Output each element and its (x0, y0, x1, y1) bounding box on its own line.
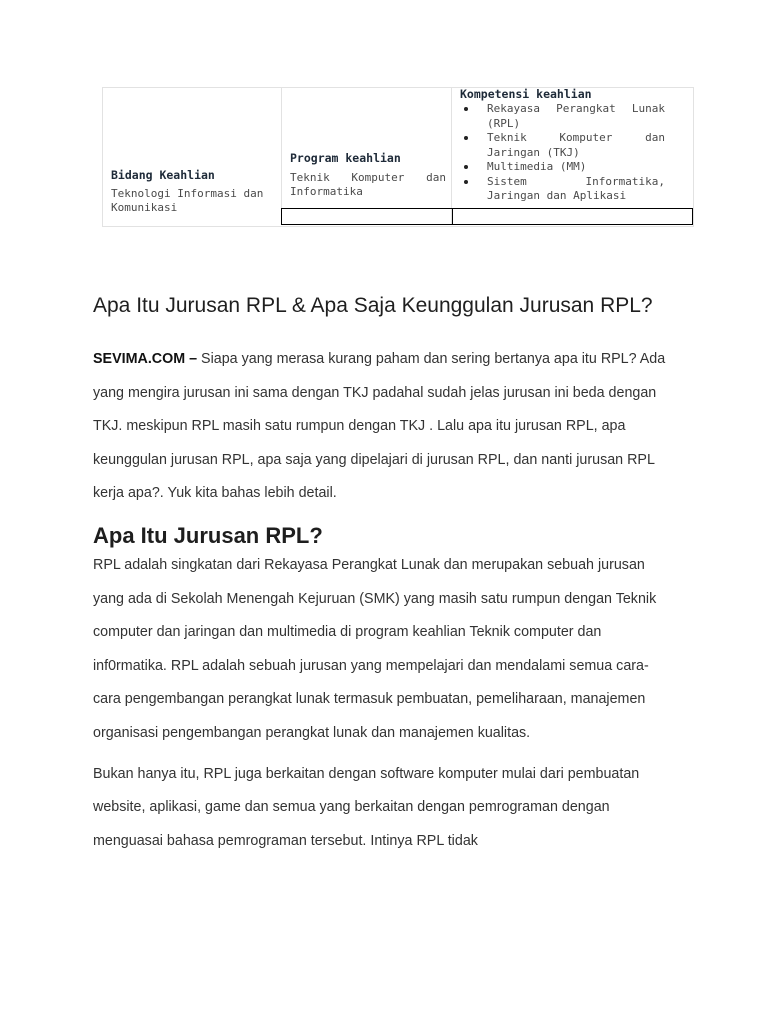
body-paragraph: RPL adalah singkatan dari Rekayasa Perangkat Lunak dan merupakan sebuah jurusan yang ada di Sekolah Menengah Kejuruan (SMK) yang masih satu rumpun dengan Teknik computer dan jaringan dan multimedia di program keahlian Teknik computer dan inf0rmatika. RPL adalah sebuah jurusan yang mempelajari dan mendalami semua cara-cara pengembangan perangkat lunak termasuk pembuatan, pemeliharaan, manajemen organisasi pengembangan perangkat lunak dan manajemen kualitas. (93, 556, 657, 741)
article (93, 292, 675, 858)
table-cell-kompetensi-keahlian (460, 87, 665, 204)
cell-text-bidang-keahlian: Teknologi Informasi dan Komunikasi (111, 187, 264, 214)
list-item: Sistem Informatika, Jaringan dan Aplikasi (460, 175, 665, 204)
column-divider (451, 87, 452, 225)
column-header-program-keahlian: Program keahlian (290, 151, 401, 165)
intro-paragraph (93, 343, 675, 511)
section-heading: Apa Itu Jurusan RPL? (93, 522, 323, 548)
empty-table-row (281, 208, 693, 225)
body-paragraph: Bukan hanya itu, RPL juga berkaitan dengan software komputer mulai dari pembuatan website, aplikasi, game dan semua yang berkaitan dengan pemrograman dengan menguasai bahasa pemrograman tersebut. Intinya RPL tidak (93, 765, 640, 849)
intro-text: Siapa yang merasa kurang paham dan sering bertanya apa itu RPL? Ada yang mengira jurusan ini sama dengan TKJ padahal sudah jelas jurusan ini beda dengan TKJ. meskipun RPL masih satu rumpun dengan TKJ . Lalu apa itu jurusan RPL, apa keunggulan jurusan RPL, apa saja yang dipelajari di jurusan RPL, dan nanti jurusan RPL kerja apa?. Yuk kita bahas lebih detail. (93, 351, 666, 502)
source-brand: SEVIMA.COM – (93, 351, 198, 367)
table-cell-program-keahlian (290, 151, 446, 199)
cell-text-program-keahlian: Teknik Komputer dan Informatika (290, 171, 446, 198)
list-item: Rekayasa Perangkat Lunak (RPL) (460, 102, 665, 131)
competency-table (102, 87, 694, 227)
list-item: Multimedia (MM) (460, 160, 665, 175)
column-header-bidang-keahlian: Bidang Keahlian (111, 168, 215, 182)
column-header-kompetensi-keahlian: Kompetensi keahlian (460, 87, 592, 101)
article-title: Apa Itu Jurusan RPL & Apa Saja Keunggulan Jurusan RPL? (93, 294, 653, 317)
competency-list (460, 102, 665, 204)
table-cell-bidang-keahlian (111, 168, 276, 215)
list-item: Teknik Komputer dan Jaringan (TKJ) (460, 131, 665, 160)
column-divider (281, 87, 282, 225)
